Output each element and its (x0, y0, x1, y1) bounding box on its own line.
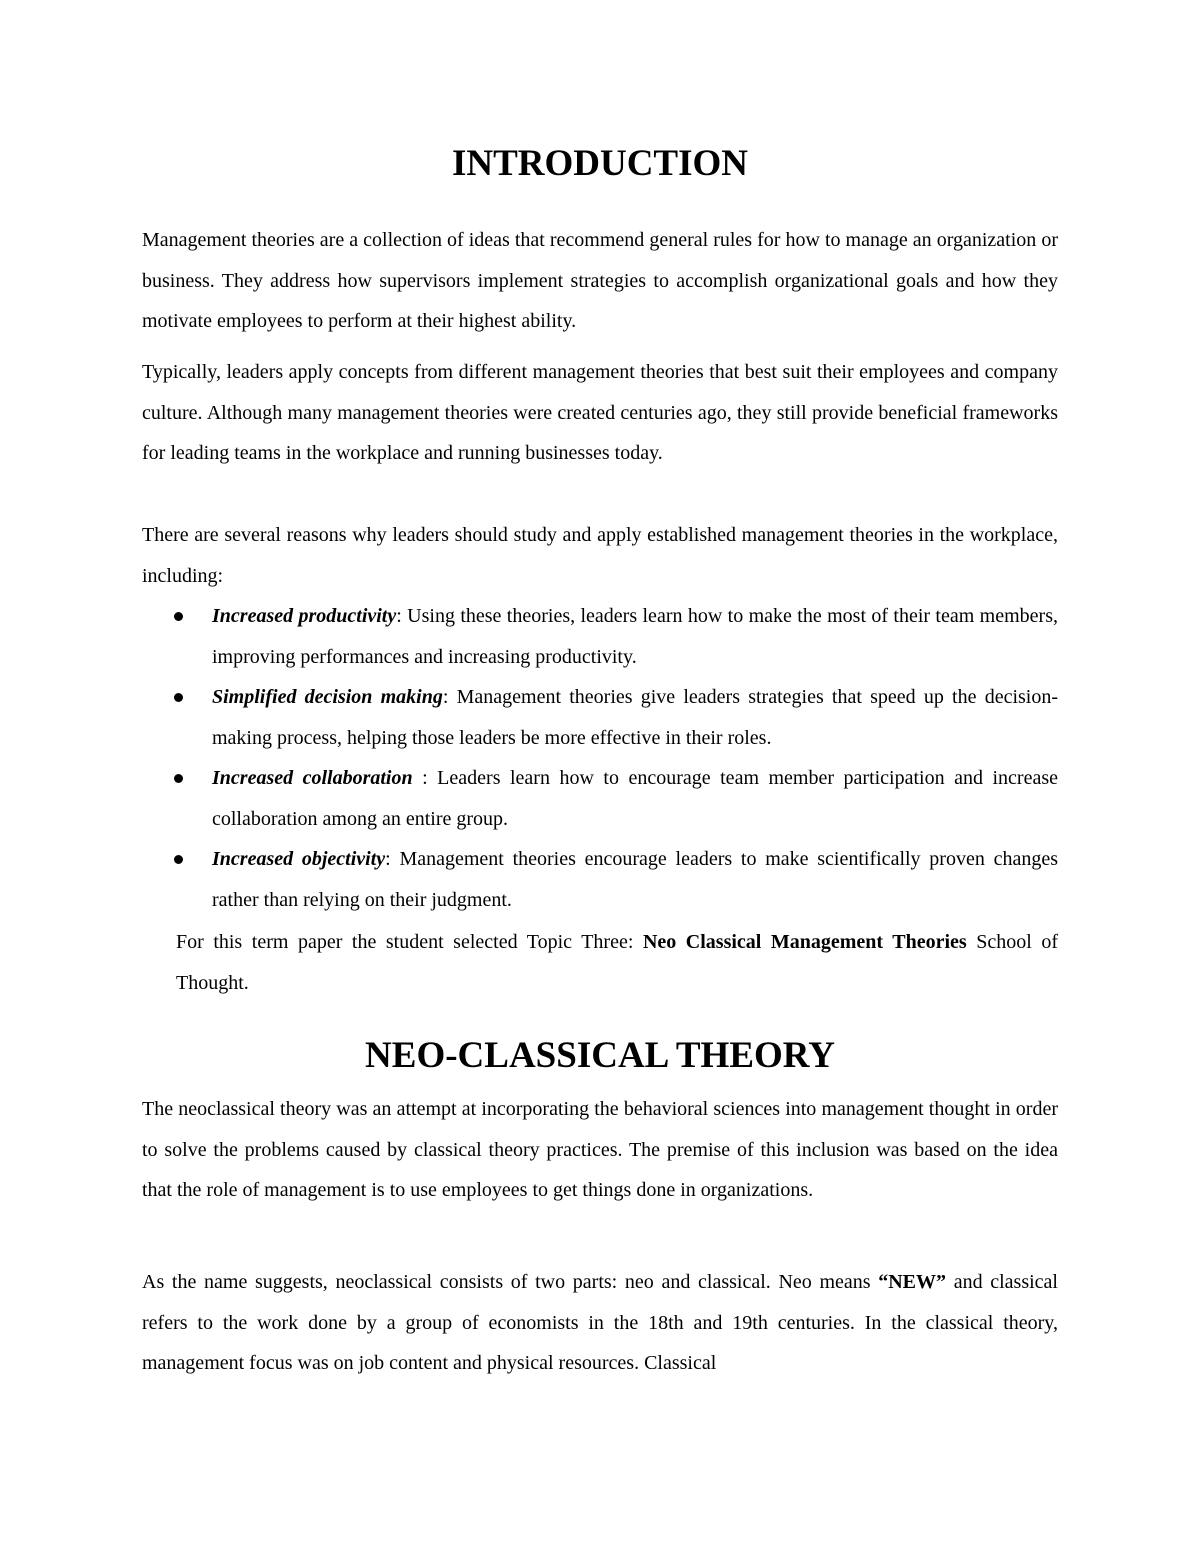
intro-paragraph-3: There are several reasons why leaders should study and apply established management theories in the workplace, including: (142, 524, 1058, 587)
bullet-term: Simplified decision making (212, 686, 443, 708)
neo-paragraph-2-end: and classical refers to the work done by a group of economists in the 18th and 19th centuries. In the classical theory, management focus was on job content and physical resources. Classical (142, 1271, 1058, 1374)
bullet-icon (174, 693, 183, 702)
neo-paragraph-1: The neoclassical theory was an attempt at incorporating the behavioral sciences into management thought in order to solve the problems caused by classical theory practices. The premise of this inclusion was based on the idea that the role of management is to use employees to get things done in organizations. (142, 1098, 1058, 1201)
bullet-term: Increased productivity (212, 605, 397, 627)
neo-classical-heading: NEO-CLASSICAL THEORY (365, 1035, 835, 1076)
list-item (142, 758, 1058, 839)
topic-name: Neo Classical Management Theories (642, 931, 967, 953)
topic-suffix: School of Thought. (176, 931, 1058, 994)
bullet-term: Increased collaboration (212, 767, 413, 789)
bullet-text: : Management theories encourage leaders to make scientifically proven changes rather than relying on their judgment. (212, 848, 1058, 911)
intro-paragraph-2: Typically, leaders apply concepts from different management theories that best suit their employees and company culture. Although many management theories were created centuries ago, they still provide beneficial frameworks for leading teams in the workplace and running businesses today. (142, 361, 1058, 464)
list-item (142, 839, 1058, 920)
list-item (142, 677, 1058, 758)
neo-paragraph-2 (142, 1262, 1058, 1384)
benefits-list (142, 596, 1058, 920)
introduction-heading: INTRODUCTION (451, 143, 749, 184)
bullet-text: : Management theories give leaders strategies that speed up the decision-making process, helping those leaders be more effective in their roles. (212, 686, 1058, 749)
intro-paragraph-1: Management theories are a collection of ideas that recommend general rules for how to manage an organization or business. They address how supervisors implement strategies to accomplish organizational goals and how they motivate employees to perform at their highest ability. (142, 229, 1058, 332)
bullet-icon (174, 612, 183, 621)
bullet-text: : Using these theories, leaders learn how to make the most of their team members, improving performances and increasing productivity. (212, 605, 1058, 668)
bullet-term: Increased objectivity (212, 848, 386, 870)
new-term: “NEW” (878, 1271, 947, 1293)
bullet-icon (174, 774, 183, 783)
topic-prefix: For this term paper the student selected Topic Three: (176, 931, 643, 953)
neo-paragraph-2-start: As the name suggests, neoclassical consists of two parts: neo and classical. Neo means (142, 1271, 879, 1293)
list-item (142, 596, 1058, 677)
bullet-icon (174, 855, 183, 864)
topic-paragraph (176, 922, 1058, 1003)
bullet-text: : Leaders learn how to encourage team member participation and increase collaboration among an entire group. (212, 767, 1058, 830)
